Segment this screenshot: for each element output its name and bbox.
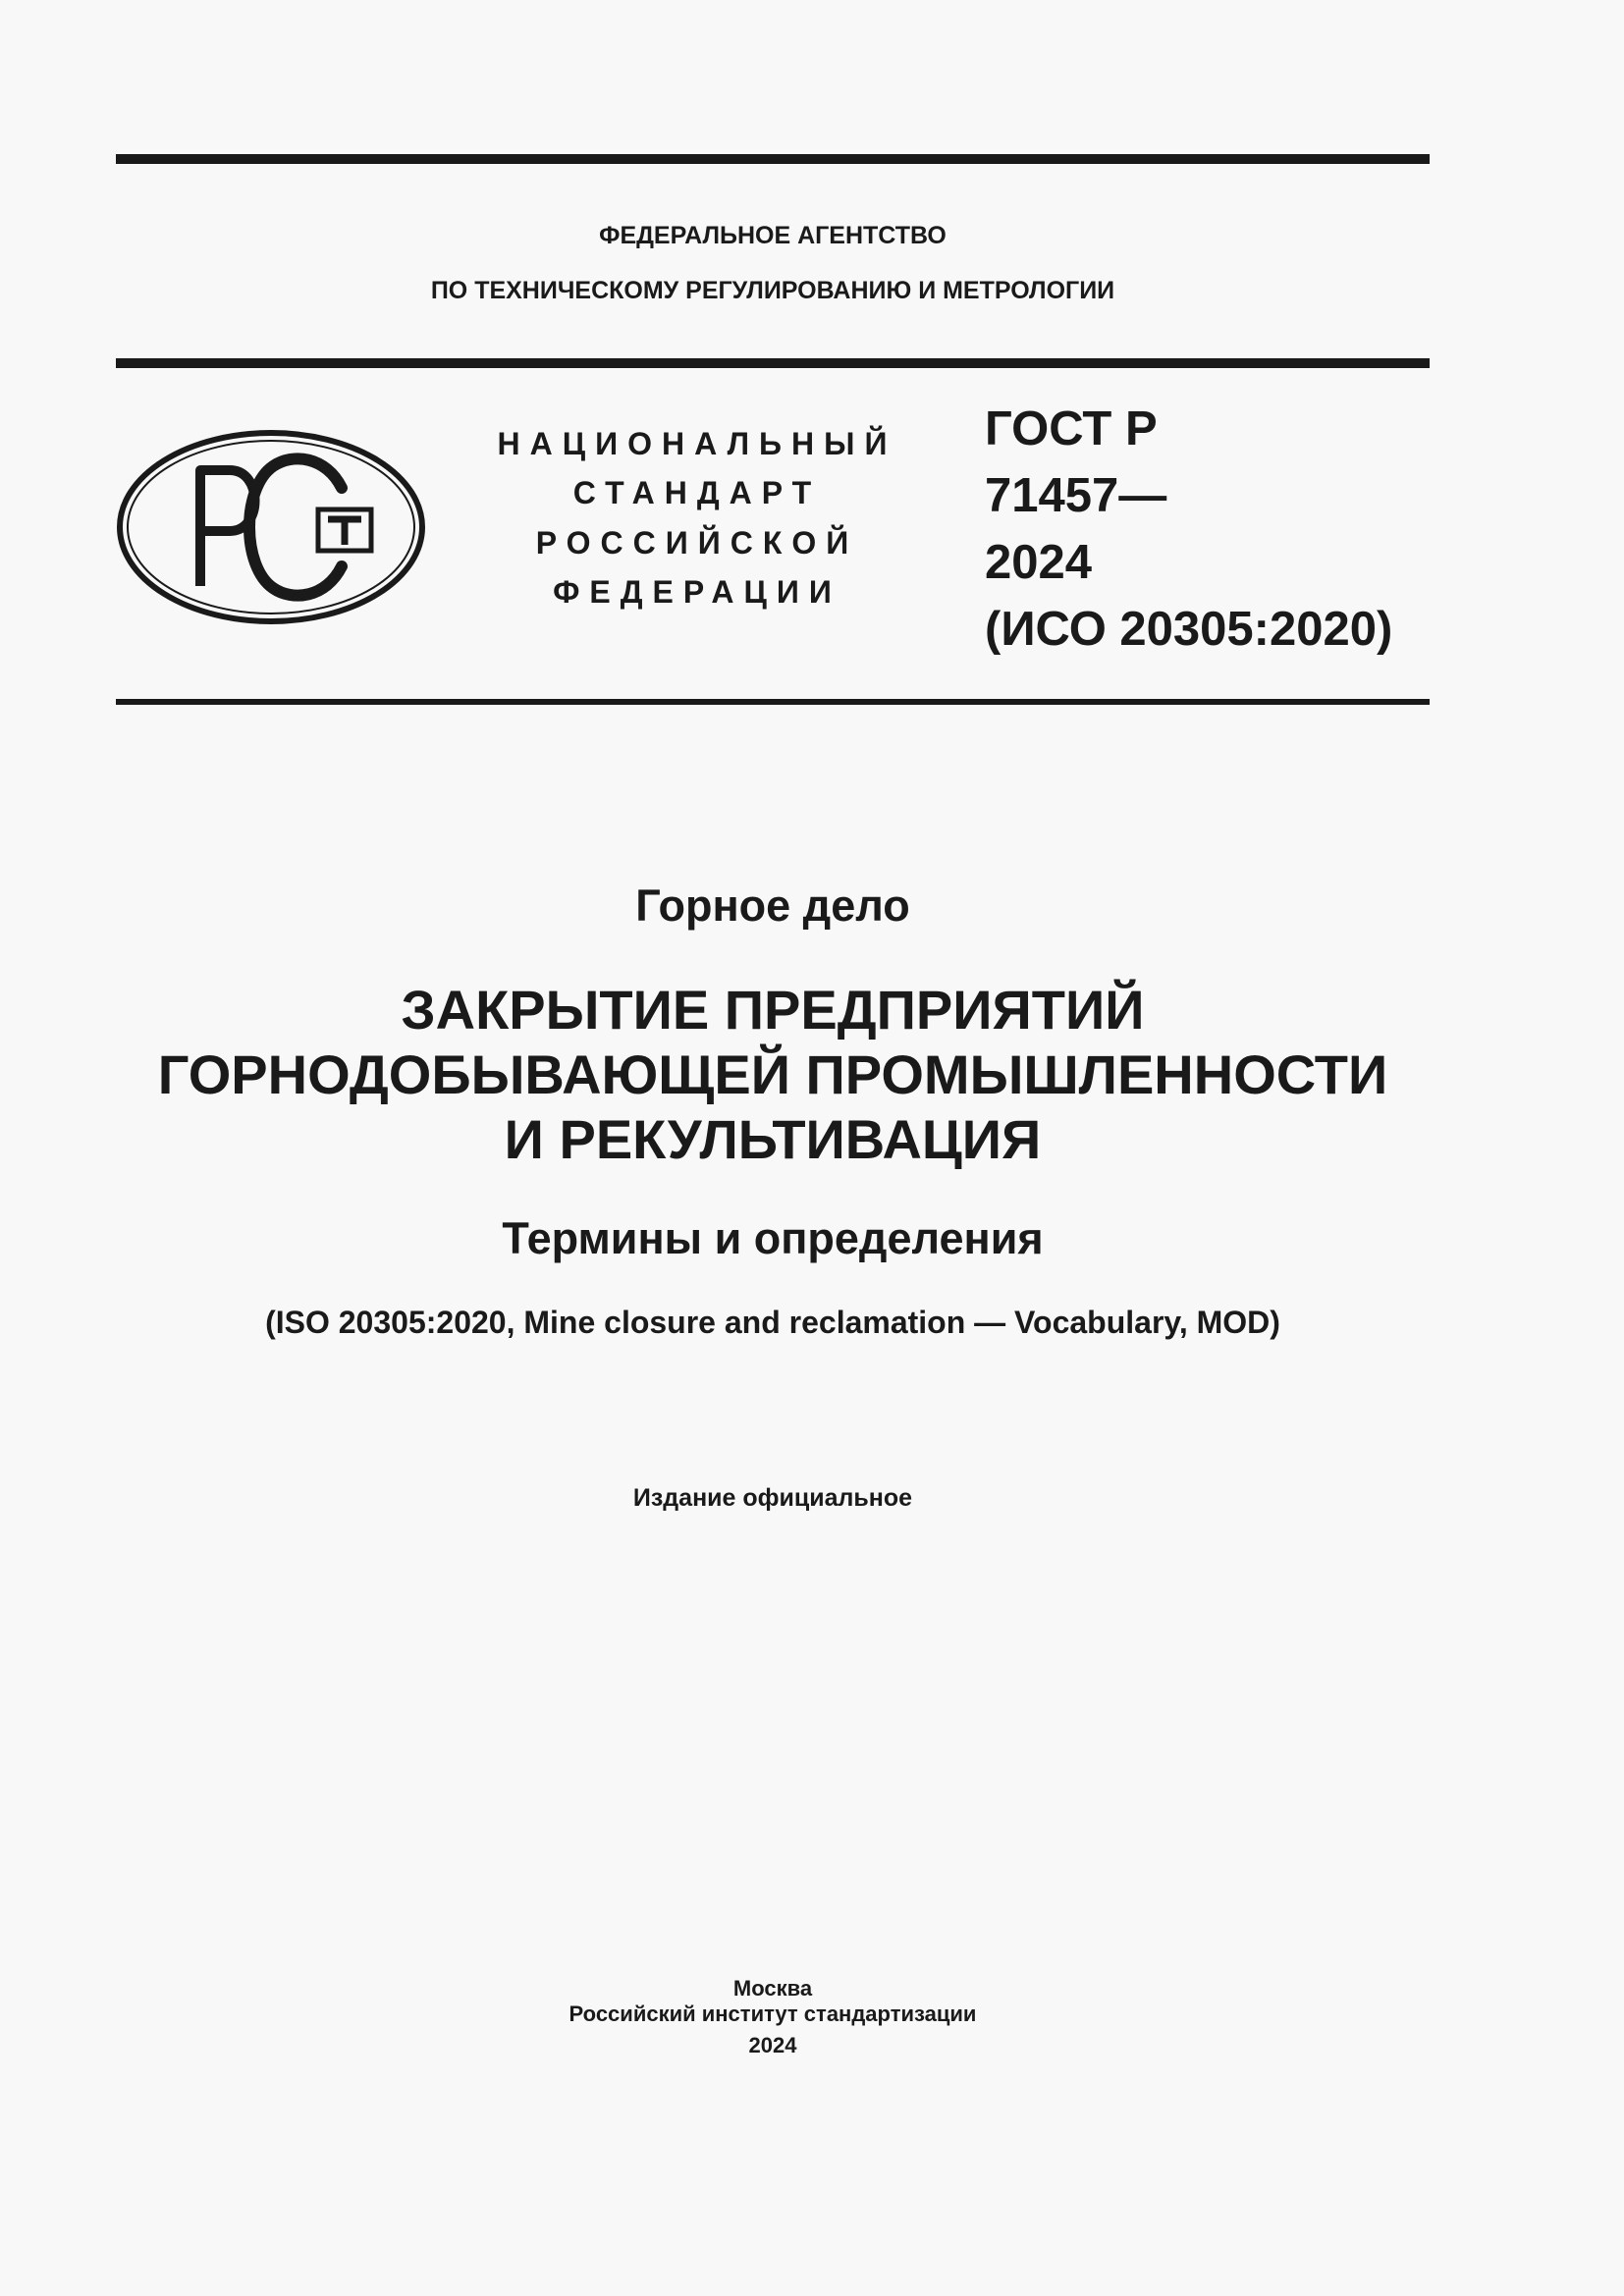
main-title-line-1: ЗАКРЫТИЕ ПРЕДПРИЯТИЙ <box>401 979 1145 1041</box>
main-title-line-2: ГОРНОДОБЫВАЮЩЕЙ ПРОМЫШЛЕННОСТИ <box>157 1043 1388 1105</box>
subtitle: Термины и определения <box>502 1213 1044 1263</box>
header-rule <box>116 358 1430 368</box>
standard-title-line-2: СТАНДАРТ <box>572 475 822 510</box>
gost-designation-line-4: (ИСО 20305:2020) <box>985 603 1393 656</box>
agency-line-2: ПО ТЕХНИЧЕСКОМУ РЕГУЛИРОВАНИЮ И МЕТРОЛОГИИ <box>430 277 1115 304</box>
standard-title-line-3: РОССИЙСКОЙ <box>535 525 859 561</box>
publisher-city: Москва <box>732 1976 813 2001</box>
gost-designation-line-3: 2024 <box>985 536 1093 589</box>
rst-emblem-icon <box>116 429 426 625</box>
iso-reference: (ISO 20305:2020, Mine closure and reclamation — Vocabulary, MOD) <box>265 1305 1280 1340</box>
gost-designation-line-2: 71457— <box>985 469 1167 522</box>
main-title-line-3: И РЕКУЛЬТИВАЦИЯ <box>504 1108 1042 1170</box>
gost-designation-line-1: ГОСТ Р <box>985 402 1158 455</box>
publisher-name: Российский институт стандартизации <box>568 2002 977 2026</box>
subject-heading: Горное дело <box>635 881 910 931</box>
designation-rule <box>116 699 1430 705</box>
edition-label: Издание официальное <box>632 1484 913 1512</box>
standard-title-line-4: ФЕДЕРАЦИИ <box>553 574 841 610</box>
agency-line-1: ФЕДЕРАЛЬНОЕ АГЕНТСТВО <box>599 222 947 249</box>
top-rule <box>116 154 1430 164</box>
publisher-year: 2024 <box>748 2033 797 2057</box>
standard-title-line-1: НАЦИОНАЛЬНЫЙ <box>497 426 897 461</box>
